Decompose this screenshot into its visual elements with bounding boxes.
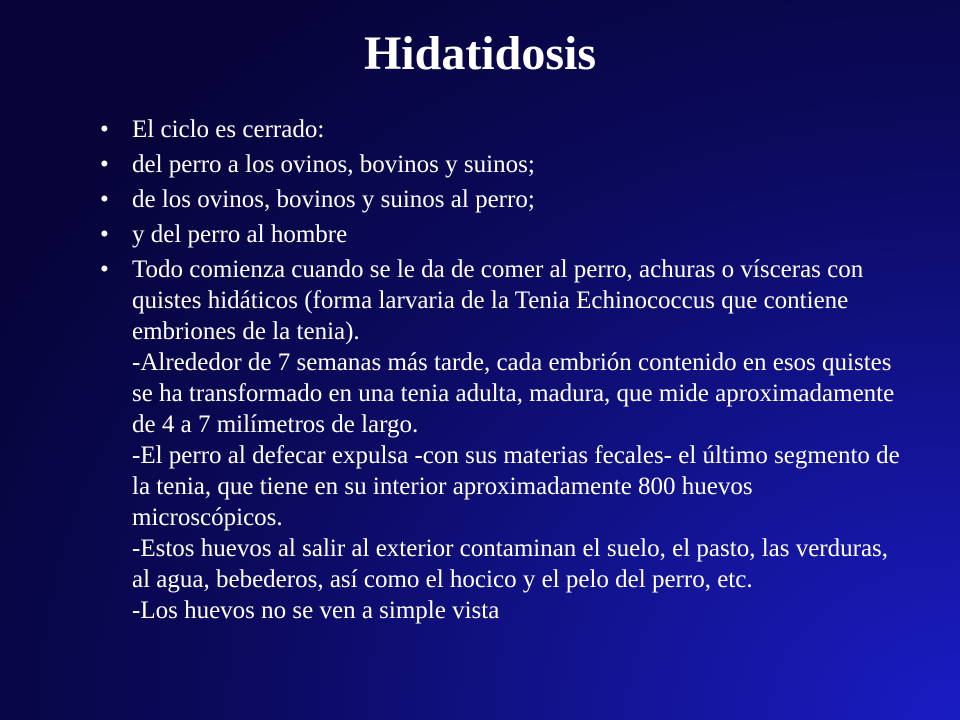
bullet-paragraph: -Estos huevos al salir al exterior contaminan el suelo, el pasto, las verduras, al agua, bebederos, así como el hocico y el pelo del perro, etc.: [132, 535, 889, 593]
bullet-paragraph: -Alrededor de 7 semanas más tarde, cada embrión contenido en esos quistes se ha transformado en una tenia adulta, madura, que mide aproximadamente de 4 a 7 milímetros de largo.: [132, 349, 895, 438]
bullet-paragraph: -El perro al defecar expulsa -con sus materias fecales- el último segmento de la tenia, que tiene en su interior aproximadamente 800 huevos microscópicos.: [132, 442, 900, 531]
bullet-list: [100, 114, 900, 630]
bullet-item-lifecycle: [100, 254, 900, 626]
bullet-dot-icon: •: [100, 151, 109, 178]
bullet-dot-icon: •: [100, 186, 109, 213]
bullet-paragraph: -Los huevos no se ven a simple vista: [132, 597, 500, 624]
bullet-item: [100, 219, 900, 250]
bullet-item: [100, 184, 900, 215]
bullet-item: [100, 149, 900, 180]
bullet-dot-icon: •: [100, 221, 109, 248]
bullet-item: [100, 114, 900, 145]
slide-title: Hidatidosis: [363, 27, 597, 80]
bullet-dot-icon: •: [100, 256, 109, 283]
bullet-paragraph: Todo comienza cuando se le da de comer al perro, achuras o vísceras con quistes hidáticos (forma larvaria de la Tenia Echinococcus que contiene embriones de la tenia).: [132, 256, 864, 345]
bullet-text: del perro a los ovinos, bovinos y suinos;: [132, 151, 535, 178]
bullet-text: El ciclo es cerrado:: [132, 116, 325, 143]
bullet-text: y del perro al hombre: [132, 221, 348, 248]
bullet-text: de los ovinos, bovinos y suinos al perro;: [132, 186, 535, 213]
bullet-dot-icon: •: [100, 116, 109, 143]
